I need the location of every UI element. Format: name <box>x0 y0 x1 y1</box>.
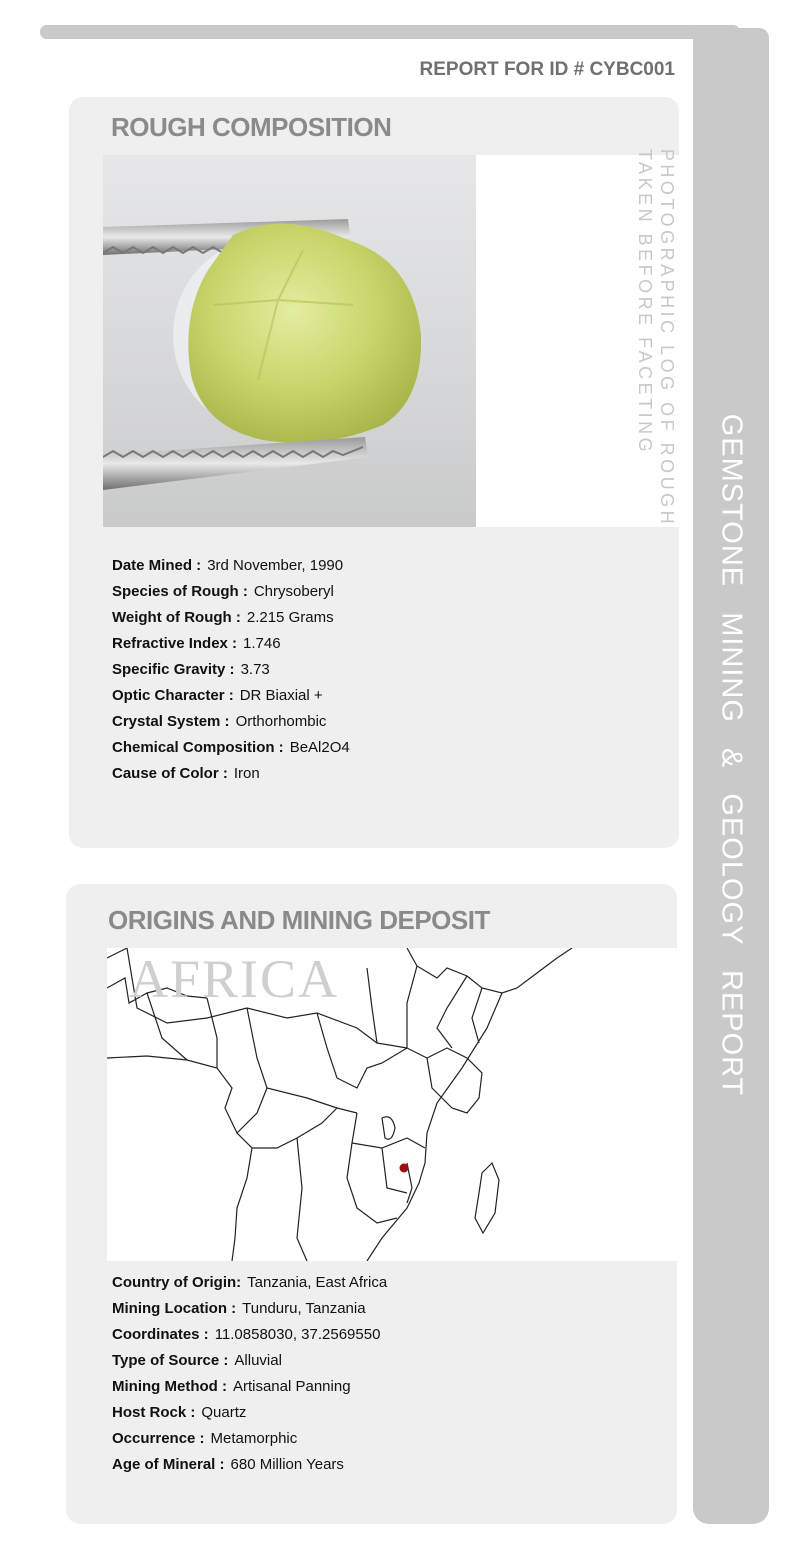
report-id: REPORT FOR ID # CYBC001 <box>419 59 675 80</box>
field-optic-character: Optic Character : DR Biaxial + <box>112 687 323 704</box>
origin-details-list <box>112 1270 387 1478</box>
field-country-of-origin: Country of Origin: Tanzania, East Africa <box>112 1274 388 1291</box>
field-coordinates: Coordinates : 11.0858030, 37.2569550 <box>112 1326 381 1343</box>
field-crystal-system: Crystal System : Orthorhombic <box>112 713 327 730</box>
field-mining-method: Mining Method : Artisanal Panning <box>112 1378 351 1395</box>
photo-caption <box>634 149 678 527</box>
field-host-rock: Host Rock : Quartz <box>112 1404 247 1421</box>
field-cause-of-color: Cause of Color : Iron <box>112 765 260 782</box>
map-region-label: AFRICA <box>129 949 340 1009</box>
rough-details-list <box>112 553 350 787</box>
field-date-mined: Date Mined : 3rd November, 1990 <box>112 557 344 574</box>
photo-caption-line-1: PHOTOGRAPHIC LOG OF ROUGH <box>657 148 677 528</box>
rough-gemstone-photo <box>103 155 476 527</box>
field-age-of-mineral: Age of Mineral : 680 Million Years <box>112 1456 344 1473</box>
report-side-title: GEMSTONE MINING & GEOLOGY REPORT <box>715 413 748 1097</box>
field-refractive-index: Refractive Index : 1.746 <box>112 635 281 652</box>
field-mining-location: Mining Location : Tunduru, Tanzania <box>112 1300 366 1317</box>
rough-composition-title: ROUGH COMPOSITION <box>111 112 392 142</box>
field-occurrence: Occurrence : Metamorphic <box>112 1430 298 1447</box>
field-weight: Weight of Rough : 2.215 Grams <box>112 609 334 626</box>
field-chemical-composition: Chemical Composition : BeAl2O4 <box>112 739 350 756</box>
origins-title: ORIGINS AND MINING DEPOSIT <box>108 905 490 935</box>
field-species: Species of Rough : Chrysoberyl <box>112 583 334 600</box>
photo-caption-line-2: TAKEN BEFORE FACETING <box>635 148 655 456</box>
rough-photo-area <box>103 155 679 527</box>
mining-location-marker <box>400 1164 409 1173</box>
field-type-of-source: Type of Source : Alluvial <box>112 1352 282 1369</box>
africa-map <box>107 948 677 1261</box>
gemstone-in-tweezers-image <box>103 155 476 527</box>
field-specific-gravity: Specific Gravity : 3.73 <box>112 661 270 678</box>
top-decorative-bar <box>40 25 740 39</box>
